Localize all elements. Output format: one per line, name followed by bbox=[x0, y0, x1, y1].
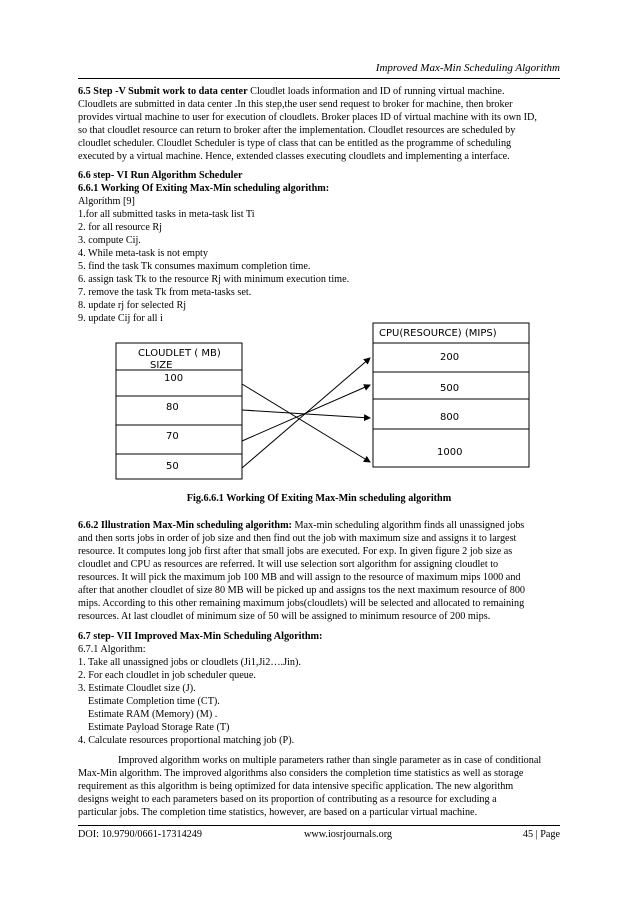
section-6-6-1-heading: 6.6.1 Working Of Exiting Max-Min scheduling algorithm: bbox=[78, 183, 330, 194]
section-6-6-2-text-4: cloudlet and CPU as resources are referred. It will use selection sort algorithm for assigning cloudlet to bbox=[78, 559, 499, 570]
improved-step-1: 1. Take all unassigned jobs or cloudlets (Ji1,Ji2….Jin). bbox=[78, 657, 301, 668]
algo-step-1: 1.for all submitted tasks in meta-task list Ti bbox=[78, 209, 255, 220]
section-6-6-2-text-5: resources. It will pick the maximum job 100 MB and will assign to the resource of maximum mips 1000 and bbox=[78, 572, 521, 583]
footer-page: 45 | Page bbox=[522, 829, 560, 840]
cpu-mips-1000: 1000 bbox=[437, 447, 463, 458]
section-6-6-2-text-7: mips. According to this other remaining maximum jobs(cloudlets) will be selected and allocated to remaining bbox=[78, 598, 525, 609]
improved-para-5: particular jobs. The completion time statistics, however, are based on a particular virtual machine. bbox=[78, 807, 478, 818]
section-6-6-2-heading: 6.6.2 Illustration Max-Min scheduling algorithm: bbox=[78, 520, 292, 531]
section-6-5-text-4: so that cloudlet resource can return to broker after the implementation. Cloudlet resources are scheduled by bbox=[78, 125, 516, 136]
improved-para-2: Max-Min algorithm. The improved algorithms also considers the completion time statistics as well as storage bbox=[78, 768, 524, 779]
section-6-5-text-3: provides virtual machine to user for execution of cloudlets. Broker places ID of virtual machine with its own ID, bbox=[78, 112, 537, 123]
improved-step-3a: Estimate Completion time (CT). bbox=[88, 696, 220, 707]
section-6-7-1-heading: 6.7.1 Algorithm: bbox=[78, 644, 146, 655]
improved-step-4: 4. Calculate resources proportional matching job (P). bbox=[78, 735, 295, 746]
algo-step-9: 9. update Cij for all i bbox=[78, 313, 163, 324]
section-6-5-text-2: Cloudlets are submitted in data center .In this step,the user send request to broker for machine, then broker bbox=[78, 99, 513, 110]
arrow-80-to-800 bbox=[242, 410, 370, 418]
cpu-mips-800: 800 bbox=[440, 412, 460, 423]
section-6-5-text-6: executed by a virtual machine. Hence, extended classes executing cloudlets and implementing a interface. bbox=[78, 151, 510, 162]
improved-para-3: requirement as this algorithm is being optimized for data intensive specific application. The new algorithm bbox=[78, 781, 514, 792]
footer-site: www.iosrjournals.org bbox=[304, 829, 393, 840]
section-6-6-2-text-8: resources. At last cloudlet of minimum size of 50 will be assigned to minimum resource of 200 mips. bbox=[78, 611, 491, 622]
figure-caption: Fig.6.6.1 Working Of Exiting Max-Min scheduling algorithm bbox=[186, 493, 452, 504]
cloudlet-header-line-2: SIZE bbox=[150, 360, 173, 371]
section-6-6-2-text-3: resource. It computes long job first after that small jobs are executed. For exp. In given figure 2 job size as bbox=[78, 546, 513, 557]
section-6-6-heading: 6.6 step- VI Run Algorithm Scheduler bbox=[78, 170, 243, 181]
section-6-5-text-5: cloudlet scheduler. Cloudlet Scheduler is type of class that can be entitled as the programme of scheduling bbox=[78, 138, 512, 149]
cpu-mips-200: 200 bbox=[440, 352, 460, 363]
section-6-6-2-text-2: and then sorts jobs in order of job size and then find out the job with maximum size and assigns it to largest bbox=[78, 533, 517, 544]
cloudlet-size-80: 80 bbox=[166, 402, 179, 413]
cloudlet-size-70: 70 bbox=[166, 431, 179, 442]
improved-step-3b: Estimate RAM (Memory) (M) . bbox=[88, 709, 218, 720]
algo-step-8: 8. update rj for selected Rj bbox=[78, 300, 187, 311]
section-6-6-2-line-1 bbox=[78, 520, 560, 533]
improved-para-1: Improved algorithm works on multiple parameters rather than single parameter as in case of conditional bbox=[118, 755, 542, 766]
section-6-5-text-1: Cloudlet loads information and ID of running virtual machine. bbox=[250, 86, 505, 97]
mapping-arrows bbox=[242, 358, 370, 468]
running-title: Improved Max-Min Scheduling Algorithm bbox=[375, 62, 560, 74]
section-6-6-2-text-1: Max-min scheduling algorithm finds all unassigned jobs bbox=[294, 520, 525, 531]
algo-step-4: 4. While meta-task is not empty bbox=[78, 248, 208, 259]
improved-step-3c: Estimate Payload Storage Rate (T) bbox=[88, 722, 230, 733]
cloudlet-size-table bbox=[116, 343, 242, 479]
arrow-50-to-200 bbox=[242, 358, 370, 468]
footer-rule bbox=[78, 825, 560, 826]
section-6-7-heading: 6.7 step- VII Improved Max-Min Scheduling Algorithm: bbox=[78, 631, 323, 642]
arrow-100-to-1000 bbox=[242, 384, 370, 462]
algo-step-5: 5. find the task Tk consumes maximum completion time. bbox=[78, 261, 311, 272]
cpu-mips-500: 500 bbox=[440, 383, 460, 394]
cloudlet-size-50: 50 bbox=[166, 461, 179, 472]
cpu-resource-table bbox=[373, 323, 529, 467]
algo-step-7: 7. remove the task Tk from meta-tasks set. bbox=[78, 287, 252, 298]
cloudlet-size-100: 100 bbox=[164, 373, 184, 384]
improved-step-3: 3. Estimate Cloudlet size (J). bbox=[78, 683, 196, 694]
algo-step-6: 6. assign task Tk to the resource Rj with minimum execution time. bbox=[78, 274, 350, 285]
algo-step-3: 3. compute Cij. bbox=[78, 235, 141, 246]
cpu-header: CPU(RESOURCE) (MIPS) bbox=[379, 328, 497, 339]
improved-step-2: 2. For each cloudlet in job scheduler queue. bbox=[78, 670, 256, 681]
section-6-6-2-text-6: after that another cloudlet of size 80 MB will be picked up and assigns tos the next maximum resource of 800 bbox=[78, 585, 526, 596]
algorithm-label: Algorithm [9] bbox=[78, 196, 135, 207]
footer-doi: DOI: 10.9790/0661-17314249 bbox=[78, 829, 202, 840]
algo-step-2: 2. for all resource Rj bbox=[78, 222, 163, 233]
section-6-5-heading: 6.5 Step -V Submit work to data center bbox=[78, 86, 248, 97]
improved-para-4: designs weight to each parameters based on its proportion of contributing as a resource for excluding a bbox=[78, 794, 497, 805]
cloudlet-header-line-1: CLOUDLET ( MB) bbox=[138, 348, 221, 359]
